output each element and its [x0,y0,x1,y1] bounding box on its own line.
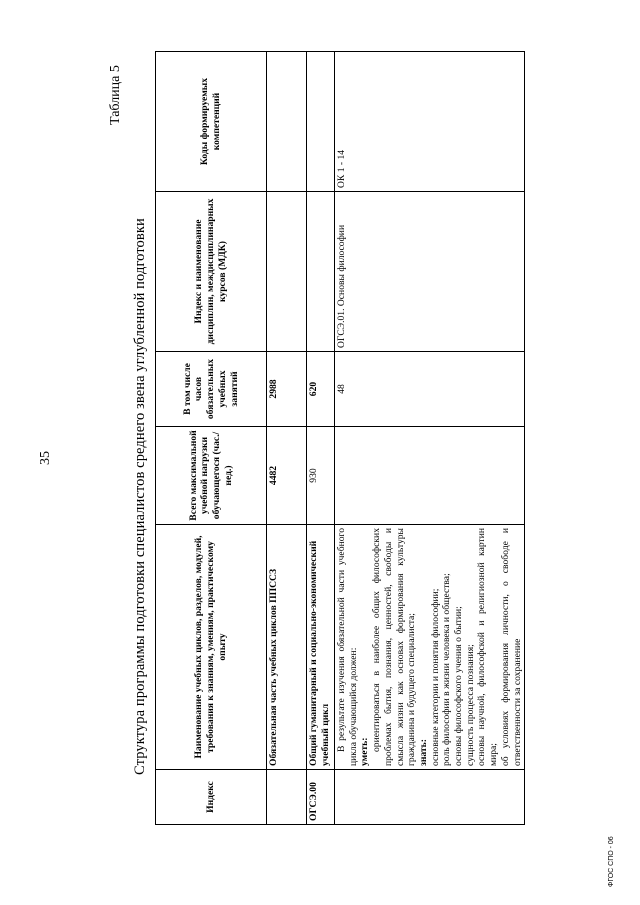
header-index: Индекс [156,770,267,825]
cell-discipline: ОГСЭ.01. Основы философии [335,192,525,352]
table-row-cycle [307,52,335,825]
cell-mandatory: 2988 [267,352,307,427]
knowledge-item: об условиях формирования личности, о свободе и ответственности за сохранение [499,528,523,766]
knowledge-item: роль философии в жизни человека и общества; [441,573,453,766]
cell-discipline [267,192,307,352]
header-codes: Коды формируемых компетенций [156,52,267,192]
skills-label: уметь: [359,737,371,766]
header-name: Наименование учебных циклов, разделов, модулей, требования к знаниям, умениям, практическому опыту [156,525,267,770]
knowledge-item: основные категории и понятия философии; [429,588,441,766]
cell-codes [267,52,307,192]
table-caption: Таблица 5 [108,65,123,125]
header-discipline: Индекс и наименование дисциплин, междисциплинарных курсов (МДК) [156,192,267,352]
cell-codes [307,52,335,192]
footer-label: ФГОС СПО - 06 [608,836,615,887]
cell-total: 930 [307,427,335,525]
cell-mandatory: 48 [335,352,525,427]
cell-index [267,770,307,825]
cell-discipline [307,192,335,352]
table-row-philosophy [335,52,525,825]
knowledge-item: сущность процесса познания; [464,644,476,766]
header-mandatory: В том числе часов обязательных учебных занятий [156,352,267,427]
page-number: 35 [38,451,53,465]
cell-index: ОГСЭ.00 [307,770,335,825]
cell-mandatory: 620 [307,352,335,427]
knowledge-label: знать: [417,739,429,766]
cell-codes: ОК 1 - 14 [335,52,525,192]
requirements-intro: В результате изучения обязательной части учебного цикла обучающийся должен: [336,528,359,766]
document-title: Структура программы подготовки специалистов среднего звена углубленной подготовки [132,218,148,775]
structure-table [155,51,525,825]
cell-name: Общий гуманитарный и социально-экономический учебный цикл [307,525,335,770]
header-total: Всего максимальной учебной нагрузки обучающегося (час./нед.) [156,427,267,525]
cell-index [335,770,525,825]
knowledge-item: основы философского учения о бытии; [453,606,465,766]
cell-total: 4482 [267,427,307,525]
skills-text: ориентироваться в наиболее общих философских проблемах бытия, познания, ценностей, свободы и смысла жизни как основах формирования культуры гражданина и будущего специалиста; [371,528,418,766]
cell-name: Обязательная часть учебных циклов ППССЗ [267,525,307,770]
table-header-row [156,52,267,825]
table-row-mandatory-part [267,52,307,825]
knowledge-item: основы научной, философской и религиозной картин мира; [476,528,500,766]
cell-total [335,427,525,525]
cell-requirements [335,525,525,770]
